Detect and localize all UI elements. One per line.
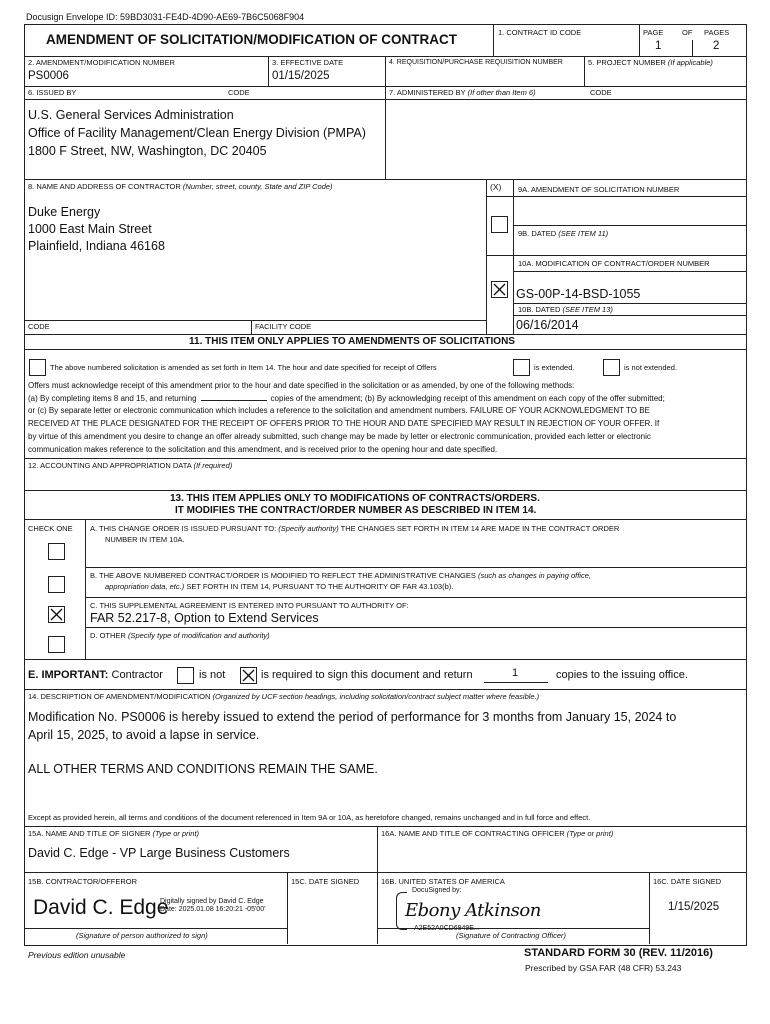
sec11-checkbox-amended[interactable] — [29, 359, 46, 376]
envelope-id: Docusign Envelope ID: 59BD3031-FE4D-4D90-AE69-7B6C5068F904 — [26, 12, 305, 22]
item8-label: 8. NAME AND ADDRESS OF CONTRACTOR (Number, street, county, State and ZIP Code) — [28, 182, 333, 191]
important-contractor: Contractor — [111, 669, 163, 681]
check-one-label: CHECK ONE — [28, 524, 73, 533]
item15a-label: 15A. NAME AND TITLE OF SIGNER (Type or print) — [28, 829, 200, 838]
contracting-officer-signature: Ebony Atkinson — [405, 900, 541, 921]
row-b-line2: appropriation data, etc.) SET FORTH IN ITEM 14, PURSUANT TO THE AUTHORITY OF FAR 43.103(b). — [105, 582, 454, 591]
item16a-label: 16A. NAME AND TITLE OF CONTRACTING OFFICER (Type or print) — [381, 829, 614, 838]
row-a-checkbox[interactable] — [48, 543, 65, 560]
contractor-line3: Plainfield, Indiana 46168 — [28, 239, 165, 253]
issuer-line3: 1800 F Street, NW, Washington, DC 20405 — [28, 144, 267, 158]
row-b-checkbox[interactable] — [48, 576, 65, 593]
previous-edition: Previous edition unusable — [28, 950, 126, 960]
item14-text3: ALL OTHER TERMS AND CONDITIONS REMAIN THE SAME. — [28, 762, 378, 776]
sec11-checkbox-not-extended[interactable] — [603, 359, 620, 376]
sec13-title2: IT MODIFIES THE CONTRACT/ORDER NUMBER AS DESCRIBED IN ITEM 14. — [175, 505, 537, 516]
item15a-value: David C. Edge - VP Large Business Customers — [28, 846, 290, 860]
pages-total: 2 — [713, 40, 720, 52]
pages-label: PAGES — [704, 28, 730, 37]
date-signed-16c: 1/15/2025 — [668, 901, 720, 913]
item16a-hint: (Type or print) — [566, 829, 614, 838]
important-end: copies to the issuing office. — [556, 669, 688, 681]
item10a-value: GS-00P-14-BSD-1055 — [516, 287, 641, 301]
item14-hint: (Organized by UCF section headings, including solicitation/contract subject matter where feasible.) — [212, 692, 540, 701]
sec13-title1: 13. THIS ITEM APPLIES ONLY TO MODIFICATIONS OF CONTRACTS/ORDERS. — [170, 493, 540, 504]
item3-label: 3. EFFECTIVE DATE — [272, 58, 344, 67]
row-c-checkbox[interactable] — [48, 606, 65, 623]
item14-label: 14. DESCRIPTION OF AMENDMENT/MODIFICATION (Organized by UCF section headings, including solicitation/contract subject matter where feasible.) — [28, 692, 540, 701]
row-c-line1: C. THIS SUPPLEMENTAL AGREEMENT IS ENTERED INTO PURSUANT TO AUTHORITY OF: — [90, 601, 409, 610]
sec11-extended: is extended. — [534, 363, 575, 372]
item7-code-label: CODE — [590, 88, 612, 97]
item5-hint: (If applicable) — [667, 58, 713, 67]
sec11-p3: or (c) By separate letter or electronic communication which includes a reference to the solicitation and amendment numbers. FAILURE OF YOUR ACKNOWLEDGMENT TO BE — [28, 406, 650, 415]
item9-checkbox[interactable] — [491, 216, 508, 233]
row-b-hint2: appropriation data, etc.) — [105, 582, 185, 591]
item10-checkbox[interactable] — [491, 281, 508, 298]
of-label: OF — [682, 28, 693, 37]
sec11-checkbox-extended[interactable] — [513, 359, 530, 376]
item10b-value: 06/16/2014 — [516, 318, 579, 332]
important-is-not-checkbox[interactable] — [177, 667, 194, 684]
item10a-label: 10A. MODIFICATION OF CONTRACT/ORDER NUMBER — [518, 259, 710, 268]
sec11-title: 11. THIS ITEM ONLY APPLIES TO AMENDMENTS OF SOLICITATIONS — [189, 336, 515, 347]
row-d-checkbox[interactable] — [48, 636, 65, 653]
item10b-label: 10B. DATED (SEE ITEM 13) — [518, 305, 613, 314]
sec11-p1: Offers must acknowledge receipt of this amendment prior to the hour and date specified in the solicitation or as amended, by one of the following methods: — [28, 381, 575, 390]
checked-x-icon — [49, 607, 64, 622]
item9a-label: 9A. AMENDMENT OF SOLICITATION NUMBER — [518, 185, 680, 194]
page-label: PAGE — [643, 28, 664, 37]
prescribed-by: Prescribed by GSA FAR (48 CFR) 53.243 — [525, 963, 682, 973]
item12-label: 12. ACCOUNTING AND APPROPRIATION DATA (If required) — [28, 461, 233, 470]
issuer-line1: U.S. General Services Administration — [28, 108, 234, 122]
docusigned-label: DocuSigned by: — [412, 887, 462, 894]
item6-code-label: CODE — [228, 88, 250, 97]
item2-label: 2. AMENDMENT/MODIFICATION NUMBER — [28, 58, 175, 67]
contractor-line1: Duke Energy — [28, 205, 101, 219]
important-is-checkbox[interactable] — [240, 667, 257, 684]
item14-text2: April 15, 2025, to avoid a lapse in service. — [28, 728, 260, 742]
sec11-line-a: The above numbered solicitation is amended as set forth in Item 14. The hour and date specified for receipt of Offers — [50, 363, 437, 372]
item9b-hint: (SEE ITEM 11) — [558, 229, 609, 238]
sig-co-label: (Signature of Contracting Officer) — [456, 931, 567, 940]
important-is-not: is not — [199, 669, 226, 681]
item9b-label: 9B. DATED (SEE ITEM 11) — [518, 229, 609, 238]
standard-form: STANDARD FORM 30 (REV. 11/2016) — [524, 947, 713, 959]
row-c-value: FAR 52.217-8, Option to Extend Services — [90, 611, 319, 625]
item8-hint: (Number, street, county, State and ZIP Code) — [182, 182, 333, 191]
row-a-line2: NUMBER IN ITEM 10A. — [105, 535, 185, 544]
sig-person-label: (Signature of person authorized to sign) — [76, 931, 208, 940]
important-label: E. IMPORTANT: — [28, 669, 109, 681]
copies-underline — [484, 682, 548, 683]
contractor-line2: 1000 East Main Street — [28, 222, 152, 236]
item15b-label: 15B. CONTRACTOR/OFFEROR — [28, 877, 138, 886]
item6-label: 6. ISSUED BY — [28, 88, 77, 97]
important-is-required: is required to sign this document and return — [261, 669, 473, 681]
docusign-id: A2E52A0CD6949E... — [414, 925, 480, 932]
item12-hint: (If required) — [193, 461, 233, 470]
row-b-hint1: (such as changes in paying office, — [478, 571, 591, 580]
item15c-label: 15C. DATE SIGNED — [291, 877, 360, 886]
except-text: Except as provided herein, all terms and conditions of the document referenced in Item 9A or 10A, as heretofore changed, remains unchanged and in full force and effect. — [28, 813, 591, 822]
item7-hint: (If other than Item 6) — [467, 88, 536, 97]
form-title: AMENDMENT OF SOLICITATION/MODIFICATION OF CONTRACT — [46, 32, 457, 47]
contract-id-label: 1. CONTRACT ID CODE — [498, 28, 582, 37]
issuer-line2: Office of Facility Management/Clean Energy Division (PMPA) — [28, 126, 366, 140]
sec11-p4: RECEIVED AT THE PLACE DESIGNATED FOR THE RECEIPT OF OFFERS PRIOR TO THE HOUR AND DATE SPECIFIED MAY RESULT IN REJECTION OF YOUR OFFER. If — [28, 419, 660, 428]
sec11-p2: (a) By completing items 8 and 15, and returning copies of the amendment; (b) By acknowledging receipt of this amendment on each copy of the offer submitted; — [28, 394, 665, 403]
sec11-p6: communication makes reference to the solicitation and this amendment, and is received prior to the opening hour and date specified. — [28, 445, 498, 454]
item14-text1: Modification No. PS0006 is hereby issued to extend the period of performance for 3 months from January 15, 2024 to — [28, 710, 677, 724]
row-d-hint: (Specify type of modification and authority) — [127, 631, 270, 640]
item3-value: 01/15/2025 — [272, 70, 330, 82]
important-copies: 1 — [512, 667, 519, 679]
sec11-p5: by virtue of this amendment you desire to change an offer already submitted, such change may be made by letter or electronic communication, provided each letter or electronic — [28, 432, 651, 441]
item2-value: PS0006 — [28, 70, 69, 82]
item16b-label: 16B. UNITED STATES OF AMERICA — [381, 877, 505, 886]
row-a-hint: (Specify authority) — [278, 524, 339, 533]
contractor-code-label: CODE — [28, 322, 50, 331]
item15a-hint: (Type or print) — [152, 829, 200, 838]
contractor-signature: David C. Edge — [33, 896, 169, 919]
item5-label: 5. PROJECT NUMBER (If applicable) — [588, 58, 713, 67]
x-column-label: (X) — [490, 182, 502, 192]
important-row — [28, 669, 163, 681]
row-b-line1: B. THE ABOVE NUMBERED CONTRACT/ORDER IS MODIFIED TO REFLECT THE ADMINISTRATIVE CHANGES (such as changes in paying office, — [90, 571, 591, 580]
sec11-not-extended: is not extended. — [624, 363, 677, 372]
item10b-hint: (SEE ITEM 13) — [562, 305, 613, 314]
page-number: 1 — [655, 40, 662, 52]
facility-code-label: FACILITY CODE — [255, 322, 312, 331]
digital-signature-note: Digitally signed by David C. Edge Date: 2025.01.08 16:20:21 -05'00' — [160, 898, 266, 913]
item7-label: 7. ADMINISTERED BY (If other than Item 6) — [389, 88, 536, 97]
row-a-line1: A. THIS CHANGE ORDER IS ISSUED PURSUANT TO: (Specify authority) THE CHANGES SET FORTH IN ITEM 14 ARE MADE IN THE CONTRACT ORDER — [90, 524, 620, 533]
checked-x-icon — [492, 282, 507, 297]
item4-label: 4. REQUISITION/PURCHASE REQUISITION NUMBER — [389, 59, 563, 66]
checked-x-icon — [241, 668, 256, 683]
row-d-line1: D. OTHER (Specify type of modification and authority) — [90, 631, 270, 640]
item16c-label: 16C. DATE SIGNED — [653, 877, 722, 886]
